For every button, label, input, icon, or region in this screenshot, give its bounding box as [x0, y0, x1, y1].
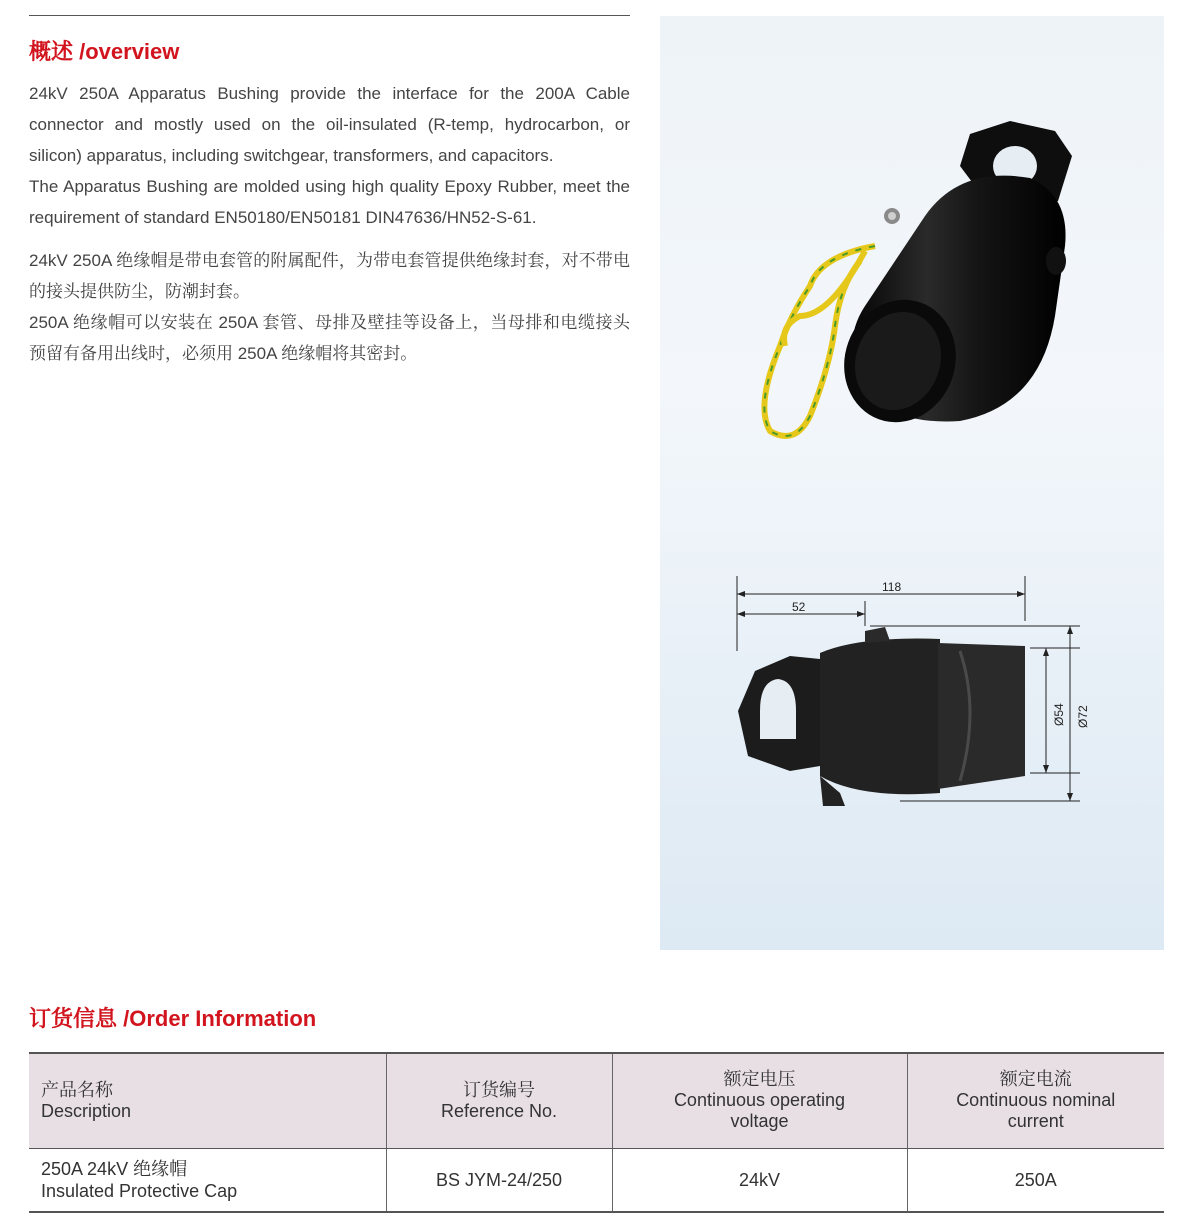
header-reference-en: Reference No. — [440, 1100, 558, 1121]
table-row — [29, 1148, 1164, 1212]
order-table — [29, 1052, 1164, 1213]
header-current-cn: 额定电流 — [999, 1069, 1072, 1090]
header-description-cn: 产品名称 — [41, 1079, 113, 1100]
header-current-en-2: current — [1007, 1111, 1064, 1132]
cell-reference: BS JYM-24/250 — [386, 1148, 612, 1212]
cell-voltage: 24kV — [612, 1148, 907, 1212]
cell-description-en: Insulated Protective Cap — [41, 1180, 238, 1201]
cell-current: 250A — [907, 1148, 1164, 1212]
header-voltage-en-2: voltage — [730, 1111, 789, 1132]
header-description-en: Description — [41, 1100, 132, 1121]
top-divider — [29, 15, 630, 16]
overview-en-paragraph-2: The Apparatus Bushing are molded using high quality Epoxy Rubber, meet the requirement of standard EN50180/EN50181 DIN47636/HN52-S-61. — [29, 177, 630, 227]
overview-cn-paragraph-1: 24kV 250A 绝缘帽是带电套管的附属配件，为带电套管提供绝缘封套，对不带电的接头提供防尘，防潮封套。 — [29, 251, 630, 301]
overview-en-paragraph-1: 24kV 250A Apparatus Bushing provide the interface for the 200A Cable connector and mostly used on the oil-insulated (R-temp, hydrocarbon, or silicon) apparatus, including switchgear, transformers, and capacitors. — [29, 84, 630, 165]
header-reference — [386, 1053, 612, 1148]
dim-label-dia72: Ø72 — [1076, 705, 1090, 728]
overview-title: 概述 /overview — [29, 39, 180, 64]
header-description — [29, 1053, 386, 1148]
header-current-en-1: Continuous nominal — [956, 1090, 1116, 1111]
product-photo — [660, 16, 1164, 456]
header-voltage-en-1: Continuous operating — [673, 1090, 846, 1111]
header-voltage — [612, 1053, 907, 1148]
dimension-drawing — [660, 561, 1164, 861]
dim-label-dia54: Ø54 — [1052, 703, 1066, 726]
order-table-header-row — [29, 1053, 1164, 1148]
cell-description-cn: 250A 24kV 绝缘帽 — [41, 1158, 188, 1179]
dim-label-118: 118 — [882, 580, 902, 594]
product-image-panel — [660, 16, 1164, 950]
overview-chinese — [29, 245, 630, 369]
cell-description — [29, 1148, 386, 1212]
header-reference-cn: 订货编号 — [463, 1079, 535, 1100]
header-voltage-cn: 额定电压 — [723, 1069, 796, 1090]
overview-english — [29, 78, 630, 233]
overview-cn-paragraph-2: 250A 绝缘帽可以安装在 250A 套管、母排及壁挂等设备上，当母排和电缆接头预留有备用出线时，必须用 250A 绝缘帽将其密封。 — [29, 313, 630, 363]
order-info-title: 订货信息 /Order Information — [29, 1006, 317, 1031]
header-current — [907, 1053, 1164, 1148]
dim-label-52: 52 — [792, 600, 806, 614]
